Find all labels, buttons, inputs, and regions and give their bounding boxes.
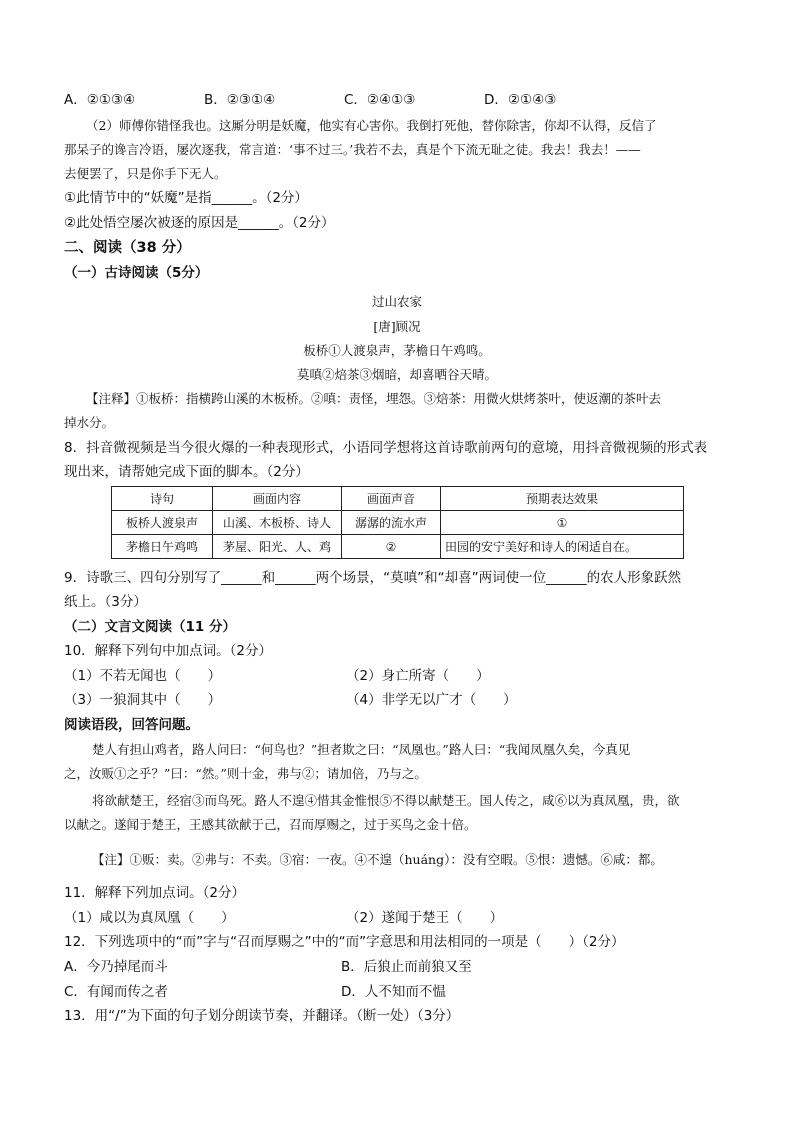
- q8-line-1: 8．抖音微视频是当今很火爆的一种表现形式，小语同学想将这首诗歌前两句的意境，用抖音微视频的形式表: [64, 440, 708, 456]
- table-cell: ②: [342, 535, 441, 559]
- poem-note-line-2: 掉水分。: [64, 415, 115, 430]
- table-cell: 潺潺的流水声: [342, 511, 441, 535]
- table-header-cell: 诗句: [112, 487, 213, 511]
- table-cell: 山溪、木板桥、诗人: [213, 511, 342, 535]
- table-header-cell: 画面内容: [213, 487, 342, 511]
- passage-line-4: 以献之。遂闻于楚王，王感其欲献于己，召而厚赐之，过于买鸟之金十倍。: [64, 817, 477, 832]
- q10-item-3: （3）一狼洞其中（ ）: [64, 692, 222, 708]
- table-cell: 田园的安宁美好和诗人的闲适自在。: [441, 535, 684, 559]
- q10-item-4: （4）非学无以广才（ ）: [346, 692, 517, 708]
- poem-title: 过山农家: [371, 294, 422, 309]
- table-cell: 板桥人渡泉声: [112, 511, 213, 535]
- poem-line-1: 板桥①人渡泉声，茅檐日午鸡鸣。: [303, 343, 491, 358]
- q8-script-table: [111, 486, 684, 559]
- q11-title: 11．解释下列加点词。（2分）: [64, 885, 246, 901]
- q10-item-2: （2）身亡所寄（ ）: [346, 668, 490, 684]
- poem-author: [唐]顾况: [373, 319, 421, 334]
- q12-option-b: B．后狼止而前狼又至: [341, 959, 472, 975]
- table-row: [112, 511, 684, 535]
- q13-title: 13．用“/”为下面的句子划分朗读节奏，并翻译。（断一处）（3分）: [64, 1008, 460, 1024]
- q10-title: 10．解释下列句中加点词。（2分）: [64, 643, 273, 659]
- q10-item-1: （1）不若无闻也（ ）: [64, 668, 222, 684]
- section-2-title: 二、阅读（38 分）: [64, 240, 191, 256]
- table-cell: ①: [441, 511, 684, 535]
- q12-title: 12．下列选项中的“而”字与“召而厚赐之”中的“而”字意思和用法相同的一项是（ ）（2分）: [64, 934, 625, 950]
- q7-option-c: C．②④①③: [344, 92, 416, 108]
- reading-prompt: 阅读语段，回答问题。: [64, 717, 199, 733]
- table-header-cell: 预期表达效果: [441, 487, 684, 511]
- q11-item-1: （1）咸以为真凤凰（ ）: [64, 910, 235, 926]
- passage-line-3: 将欲献楚王，经宿③而鸟死。路人不遑④惜其金惟恨⑤不得以献楚王。国人传之，咸⑥以为真凤凰，贵，欲: [92, 793, 680, 808]
- q7-2-line-2: 那呆子的谗言冷语，屡次逐我，常言道：‘事不过三。’我若不去，真是个下流无耻之徒。我去！我去！——: [64, 142, 641, 157]
- table-header-row: [112, 487, 684, 511]
- q9-line-2: 纸上。（3分）: [64, 594, 147, 610]
- q12-option-a: A．今乃掉尾而斗: [64, 959, 168, 975]
- q9-line-1: 9．诗歌三、四句分别写了______和______两个场景，“莫嗔”和“却喜”两词使一位______的农人形象跃然: [64, 570, 682, 586]
- table-header-cell: 画面声音: [342, 487, 441, 511]
- q7-option-a: A．②①③④: [64, 92, 136, 108]
- table-cell: 茅檐日午鸡鸣: [112, 535, 213, 559]
- q7-2-line-3: 去便罢了，只是你手下无人。: [64, 166, 227, 181]
- passage-notes: 【注】①贩：卖。②弗与：不卖。③宿：一夜。④不遑（huáng）：没有空暇。⑤恨：遗憾。⑥咸：都。: [92, 852, 663, 867]
- poem-line-2: 莫嗔②焙茶③烟暗，却喜晒谷天晴。: [296, 367, 497, 382]
- passage-line-2: 之，汝贩①之乎？”曰：“然。”则十金，弗与②；请加倍，乃与之。: [64, 766, 427, 781]
- table-cell: 茅屋、阳光、人、鸡: [213, 535, 342, 559]
- part-2-title: （二）文言文阅读（11 分）: [64, 619, 236, 635]
- part-1-title: （一）古诗阅读（5分）: [64, 265, 209, 281]
- q7-2-sub-2: ②此处悟空屡次被逐的原因是______。（2分）: [64, 215, 335, 231]
- q7-option-b: B．②③①④: [204, 92, 276, 108]
- poem-note-line-1: 【注释】①板桥：指横跨山溪的木板桥。②嗔：责怪，埋怨。③焙茶：用微火烘烤茶叶，使返潮的茶叶去: [86, 391, 662, 406]
- q7-2-line-1: （2）师傅你错怪我也。这厮分明是妖魔，他实有心害你。我倒打死他，替你除害，你却不认得，反信了: [86, 118, 657, 133]
- q11-item-2: （2）遂闻于楚王（ ）: [346, 910, 504, 926]
- q8-line-2: 现出来，请帮她完成下面的脚本。（2分）: [64, 464, 309, 480]
- q12-option-d: D．人不知而不愠: [341, 984, 446, 1000]
- passage-line-1: 楚人有担山鸡者，路人问曰：“何鸟也？”担者欺之曰：“凤凰也。”路人曰：“我闻凤凰久矣，今真见: [92, 742, 631, 757]
- q7-option-d: D．②①④③: [484, 92, 557, 108]
- table-row: [112, 535, 684, 559]
- q7-2-sub-1: ①此情节中的“妖魔”是指______。（2分）: [64, 190, 308, 206]
- q12-option-c: C．有闻而传之者: [64, 984, 168, 1000]
